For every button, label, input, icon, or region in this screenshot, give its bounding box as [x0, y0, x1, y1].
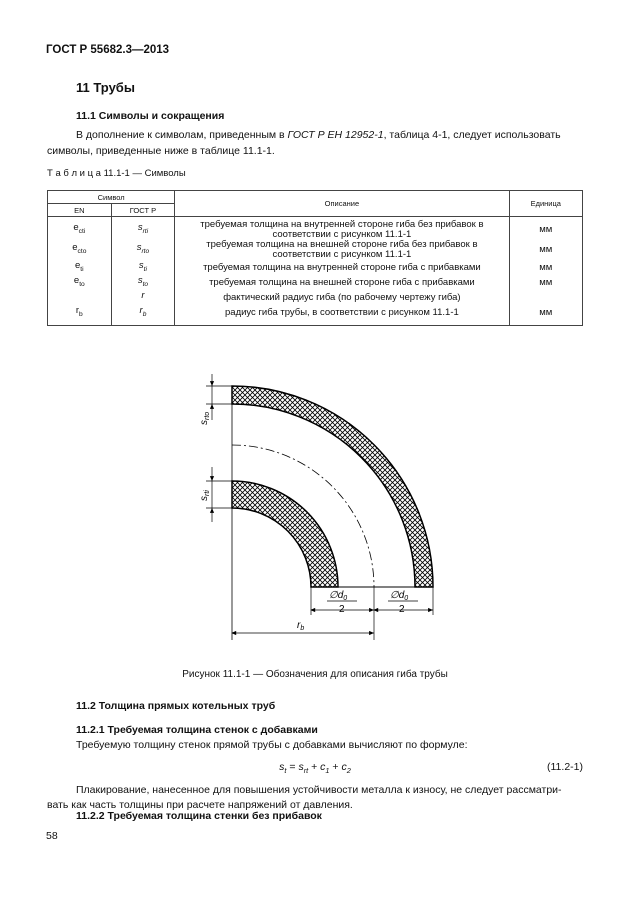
cell-en: $r_b$ — [48, 305, 112, 326]
cell-en: $e_{ti}$ — [48, 260, 112, 275]
label-srti: $s_{rti}$ — [199, 490, 211, 501]
table-caption: Т а б л и ц а 11.1-1 — Символы — [47, 168, 186, 179]
cell-gost: $s_{rti}$ — [111, 217, 175, 241]
cell-unit: мм — [509, 217, 582, 241]
table-header-gost: ГОСТ Р — [111, 204, 175, 217]
cell-en: $e_{cti}$ — [48, 217, 112, 241]
cell-description: требуемая толщина на внутренней стороне гиба без прибавок в соответствии с рисунком 11.1-1 — [175, 217, 509, 241]
cell-description: требуемая толщина на внешней стороне гиба без прибавок в соответствии с рисунком 11.1-1 — [175, 240, 509, 260]
table-header-en: EN — [48, 204, 112, 217]
inner-wall-section — [232, 481, 338, 587]
cell-unit: мм — [509, 260, 582, 275]
label-srto: $s_{rto}$ — [199, 411, 211, 425]
cell-en: $e_{to}$ — [48, 275, 112, 290]
cell-unit: мм — [509, 305, 582, 326]
cell-en: $e_{cto}$ — [48, 240, 112, 260]
label-two-left: 2 — [339, 604, 345, 615]
subsection-11-2-2-title: 11.2.2 Требуемая толщина стенки без прибавок — [76, 810, 322, 822]
section-title: 11 Трубы — [76, 80, 135, 95]
page-number: 58 — [46, 830, 58, 842]
subsection-11-2-1-title: 11.2.1 Требуемая толщина стенок с добавками — [76, 724, 318, 736]
cell-gost: r — [111, 290, 175, 305]
cell-description: требуемая толщина на внешней стороне гиба с прибавками — [175, 275, 509, 290]
label-d0-right: $\emptyset d_0$ — [390, 590, 409, 602]
formula-intro: Требуемую толщину стенок прямой трубы с добавками вычисляют по формуле: — [76, 739, 468, 751]
cell-gost: $s_{rto}$ — [111, 240, 175, 260]
table-header-description: Описание — [175, 191, 509, 217]
label-rb: $r_b$ — [297, 620, 305, 632]
intro-reference: ГОСТ Р ЕН 12952-1 — [287, 129, 384, 141]
intro-paragraph-line2: символы, приведенные ниже в таблице 11.1-1. — [47, 145, 275, 157]
subsection-11-1-title: 11.1 Символы и сокращения — [76, 110, 225, 122]
intro-text-after: , таблица 4-1, следует использовать — [383, 129, 561, 141]
cell-gost: $s_{to}$ — [111, 275, 175, 290]
cell-unit: мм — [509, 275, 582, 290]
cell-unit: мм — [509, 240, 582, 260]
cell-description: радиус гиба трубы, в соответствии с рисунком 11.1-1 — [175, 305, 509, 326]
label-two-right: 2 — [399, 604, 405, 615]
cell-description: требуемая толщина на внутренней стороне гиба с прибавками — [175, 260, 509, 275]
cladding-paragraph-line2: вать как часть толщины при расчете напряжений от давления. — [47, 799, 353, 811]
figure-caption: Рисунок 11.1-1 — Обозначения для описания гиба трубы — [182, 669, 448, 680]
table-header-unit: Единица — [509, 191, 582, 217]
formula-number: (11.2-1) — [547, 761, 583, 773]
document-header: ГОСТ Р 55682.3—2013 — [46, 44, 170, 56]
intro-text-before: В дополнение к символам, приведенным в — [76, 129, 288, 141]
cell-gost: $s_{ti}$ — [111, 260, 175, 275]
cell-gost: $r_b$ — [111, 305, 175, 326]
cladding-paragraph-line1: Плакирование, нанесенное для повышения устойчивости металла к износу, не следует рассматри- — [76, 784, 562, 796]
label-d0-left: $\emptyset d_0$ — [329, 590, 348, 602]
subsection-11-2-title: 11.2 Толщина прямых котельных труб — [76, 700, 276, 712]
formula-11-2-1: $s_t = s_{rt} + c_1 + c_2$ — [279, 761, 351, 776]
table-header-symbol: Символ — [48, 191, 175, 204]
cell-description: фактический радиус гиба (по рабочему чертежу гиба) — [175, 290, 509, 305]
